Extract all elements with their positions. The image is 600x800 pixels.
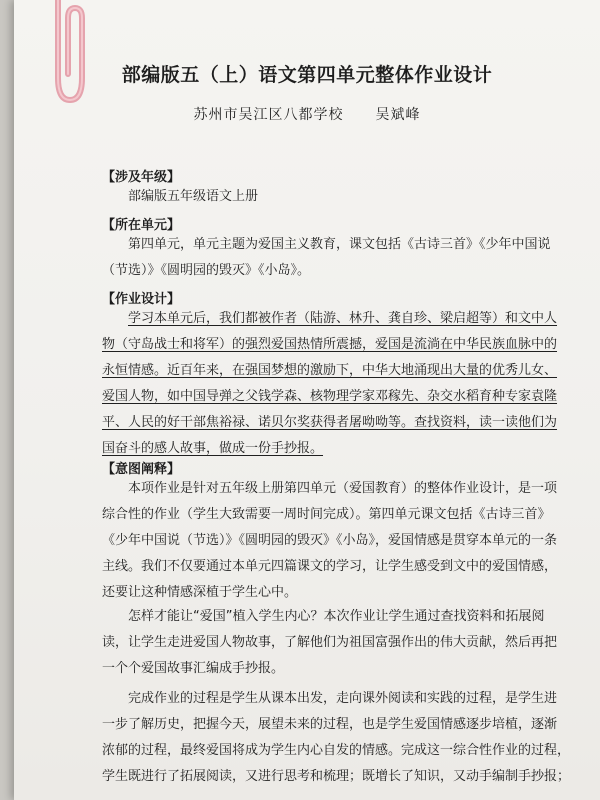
section-body-intent-p3 (102, 686, 571, 790)
text-line: 一步了解历史，把握今天，展望未来的过程，也是学生爱国情感逐步培植，逐渐 (102, 717, 558, 732)
section-body-intent-p2 (102, 604, 558, 682)
text-line: 第四单元，单元主题为爱国主义教育，课文包括《古诗三首》《少年中国说 (128, 237, 551, 252)
section-body-unit (102, 232, 551, 284)
section-heading-intent: 【意图阐释】 (102, 462, 181, 477)
document-page (14, 0, 600, 800)
text-line: 读，让学生走进爱国人物故事，了解他们为祖国富强作出的伟大贡献，然后再把 (102, 635, 558, 650)
text-line: 还要让这种情感深植于学生心中。 (102, 585, 298, 600)
text-line: 爱国人物，如中国导弹之父钱学森、核物理学家邓稼先、杂交水稻育种专家袁隆 (102, 389, 558, 404)
text-line: 完成作业的过程是学生从课本出发，走向课外阅读和实践的过程，是学生进 (128, 691, 558, 706)
text-line: 学习本单元后，我们都被作者（陆游、林升、龚自珍、梁启超等）和文中人 (128, 311, 558, 326)
text-line: 综合性的作业（学生大致需要一周时间完成）。第四单元课文包括《古诗三首》 (102, 507, 551, 522)
text-line: 部编版五年级语文上册 (128, 189, 259, 204)
text-line: （节选）》《圆明园的毁灭》《小岛》。 (102, 263, 311, 278)
text-line: 本项作业是针对五年级上册第四单元（爱国教育）的整体作业设计，是一项 (128, 481, 558, 496)
text-line: 《少年中国说（节选）》《圆明园的毁灭》《小岛》，爱国情感是贯穿本单元的一条 (102, 533, 558, 548)
text-line: 学生既进行了拓展阅读，又进行思考和梳理；既增长了知识，又动手编制手抄报； (102, 769, 571, 784)
text-line: 一个个爱国故事汇编成手抄报。 (102, 661, 285, 676)
text-line: 浓郁的过程，最终爱国将成为学生内心自发的情感。完成这一综合性作业的过程， (102, 743, 571, 758)
school-name: 苏州市吴江区八都学校 (193, 107, 344, 123)
author-line (14, 104, 600, 124)
section-heading-grade: 【涉及年级】 (102, 170, 181, 185)
text-line: 平、人民的好干部焦裕禄、诺贝尔奖获得者屠呦呦等。查找资料，读一读他们为 (102, 415, 558, 430)
section-body-grade (102, 184, 542, 210)
text-line: 国奋斗的感人故事，做成一份手抄报。 (102, 441, 324, 456)
paperclip-icon (36, 0, 96, 112)
section-body-intent-p1 (102, 476, 558, 606)
author-name: 吴斌峰 (375, 107, 421, 123)
section-heading-unit: 【所在单元】 (102, 218, 181, 233)
section-body-assignment (102, 306, 558, 462)
text-line: 物（守岛战士和将军）的强烈爱国热情所震撼，爱国是流淌在中华民族血脉中的 (102, 337, 558, 352)
text-line: 永恒情感。近百年来，在强国梦想的激励下，中华大地涌现出大量的优秀儿女、 (102, 363, 558, 378)
text-line: 主线。我们不仅要通过本单元四篇课文的学习，让学生感受到文中的爱国情感， (102, 559, 558, 574)
text-line: 怎样才能让“爱国”植入学生内心？本次作业让学生通过查找资料和拓展阅 (128, 609, 545, 624)
document-title: 部编版五（上）语文第四单元整体作业设计 (121, 64, 493, 86)
section-heading-assignment: 【作业设计】 (102, 292, 181, 307)
